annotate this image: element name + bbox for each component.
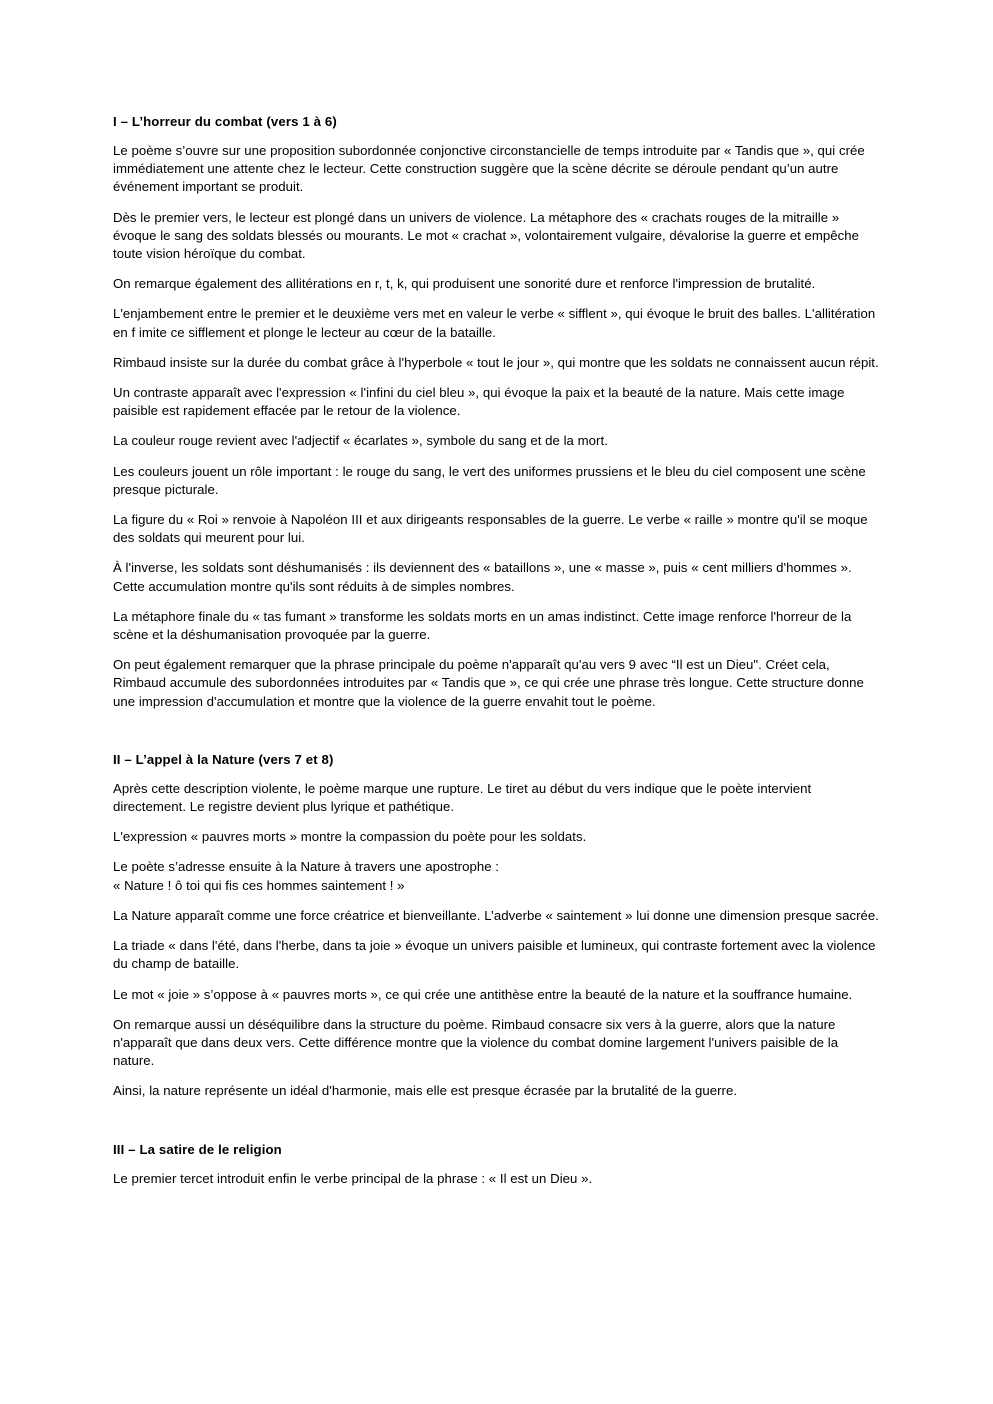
paragraph: Ainsi, la nature représente un idéal d'harmonie, mais elle est presque écrasée par la brutalité de la guerre. bbox=[113, 1083, 738, 1099]
paragraph: À l'inverse, les soldats sont déshumanisés : ils deviennent des « bataillons », une « masse », puis « cent milliers d'hommes ». Cette accumulation montre qu'ils sont réduits à de simples nombres. bbox=[113, 560, 852, 594]
quote-text-line: « Nature ! ô toi qui fis ces hommes saintement ! » bbox=[113, 877, 405, 893]
section-heading-1: I – L’horreur du combat (vers 1 à 6) bbox=[113, 114, 337, 129]
paragraph: La métaphore finale du « tas fumant » transforme les soldats morts en un amas indistinct. Cette image renforce l'horreur de la scène et la déshumanisation provoquée par la guerre. bbox=[113, 608, 852, 643]
document-body bbox=[113, 113, 880, 1188]
paragraph: La triade « dans l'été, dans l'herbe, dans ta joie » évoque un univers paisible et lumineux, qui contraste fortement avec la violence du champ de bataille. bbox=[113, 938, 876, 972]
paragraph: La Nature apparaît comme une force créatrice et bienveillante. L’adverbe « saintement » lui donne une dimension presque sacrée. bbox=[113, 907, 879, 923]
paragraph: La figure du « Roi » renvoie à Napoléon III et aux dirigeants responsables de la guerre. Le verbe « raille » montre qu'il se moque des soldats qui meurent pour lui. bbox=[113, 512, 868, 546]
paragraph: Un contraste apparaît avec l'expression « l'infini du ciel bleu », qui évoque la paix et la beauté de la nature. Mais cette image paisible est rapidement effacée par le retour de la violence. bbox=[113, 385, 845, 419]
paragraph: Après cette description violente, le poème marque une rupture. Le tiret au début du vers indique que le poète intervient directement. Le registre devient plus lyrique et pathétique. bbox=[113, 780, 812, 815]
paragraph: Le poème s’ouvre sur une proposition subordonnée conjonctive circonstancielle de temps introduite par « Tandis que », qui crée immédiatement une attente chez le lecteur. Cette construction suggère que la scène décrite se déroule pendant qu’un autre événement important se produit. bbox=[113, 143, 865, 195]
section-heading-3: III – La satire de le religion bbox=[113, 1141, 282, 1157]
paragraph: L'enjambement entre le premier et le deuxième vers met en valeur le verbe « sifflent », qui évoque le bruit des balles. L'allitération en f imite ce sifflement et plonge le lecteur au cœur de la bataille. bbox=[113, 306, 876, 340]
paragraph: Rimbaud insiste sur la durée du combat grâce à l'hyperbole « tout le jour », qui montre que les soldats ne connaissent aucun répit. bbox=[113, 354, 879, 370]
section-heading-2: II – L’appel à la Nature (vers 7 et 8) bbox=[113, 751, 334, 767]
paragraph: La couleur rouge revient avec l'adjectif « écarlates », symbole du sang et de la mort. bbox=[113, 433, 608, 449]
paragraph: L'expression « pauvres morts » montre la compassion du poète pour les soldats. bbox=[113, 829, 587, 845]
quote-paragraph bbox=[113, 858, 880, 894]
paragraph: On remarque également des allitérations en r, t, k, qui produisent une sonorité dure et renforce l'impression de brutalité. bbox=[113, 276, 816, 292]
paragraph: On peut également remarquer que la phrase principale du poème n'apparaît qu'au vers 9 avec “Il est un Dieu". Créet cela, Rimbaud accumule des subordonnées introduites par « Tandis que », ce qui crée une phrase très longue. Cette structure donne une impression d'accumulation et montre que la violence de la guerre envahit tout le poème. bbox=[113, 657, 864, 709]
paragraph: Le mot « joie » s’oppose à « pauvres morts », ce qui crée une antithèse entre la beauté de la nature et la souffrance humaine. bbox=[113, 986, 853, 1002]
paragraph: Le premier tercet introduit enfin le verbe principal de la phrase : « Il est un Dieu ». bbox=[113, 1170, 593, 1186]
paragraph: Dès le premier vers, le lecteur est plongé dans un univers de violence. La métaphore des « crachats rouges de la mitraille » évoque le sang des soldats blessés ou mourants. Le mot « crachat », volontairement vulgaire, dévalorise la guerre et empêche toute vision héroïque du combat. bbox=[113, 209, 860, 262]
quote-intro-line: Le poète s’adresse ensuite à la Nature à travers une apostrophe : bbox=[113, 859, 499, 875]
paragraph: Les couleurs jouent un rôle important : le rouge du sang, le vert des uniformes prussiens et le bleu du ciel composent une scène presque picturale. bbox=[113, 463, 866, 497]
paragraph: On remarque aussi un déséquilibre dans la structure du poème. Rimbaud consacre six vers à la guerre, alors que la nature n'apparaît que dans deux vers. Cette différence montre que la violence du combat domine largement l'univers paisible de la nature. bbox=[113, 1016, 839, 1069]
